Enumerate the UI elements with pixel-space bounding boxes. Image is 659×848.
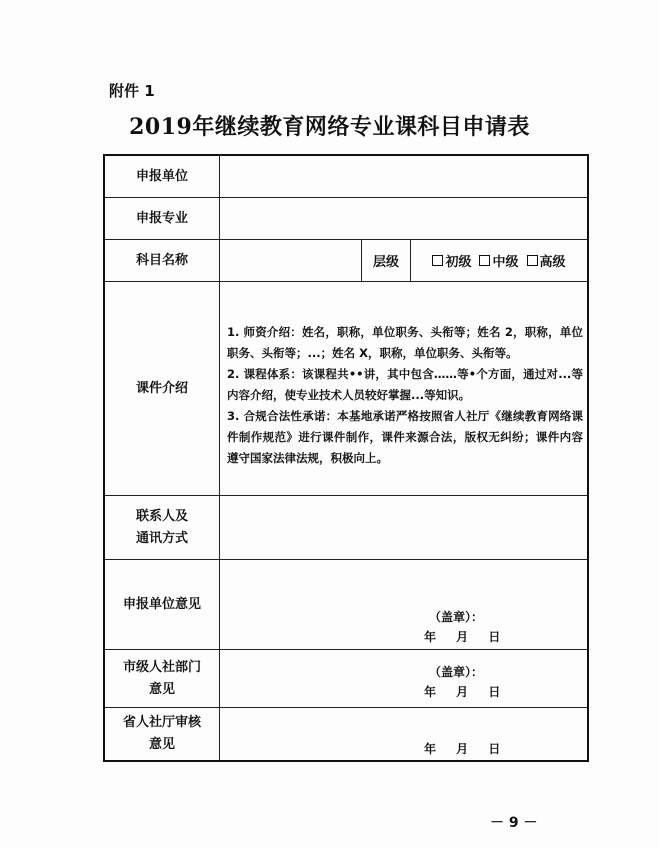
page-number: － 9 － [490, 815, 538, 831]
level-options [411, 240, 587, 281]
courseware-field[interactable] [219, 282, 587, 495]
row-major [105, 198, 587, 240]
province-opinion-field[interactable] [219, 708, 587, 760]
row-applicant-unit [105, 156, 587, 198]
row-unit-opinion [105, 560, 587, 650]
level-option-intermediate[interactable]: 中级 [479, 251, 518, 270]
unit-opinion-field[interactable] [219, 560, 587, 649]
contact-label: 联系人及 通讯方式 [105, 496, 220, 559]
city-date-text: 年 月 日 [424, 685, 501, 699]
form-title: 2019年继续教育网络专业课科目申请表 [129, 114, 530, 140]
subject-label: 科目名称 [105, 240, 220, 281]
contact-field[interactable] [219, 496, 587, 559]
courseware-label: 课件介绍 [105, 282, 220, 495]
city-opinion-label: 市级人社部门 意见 [105, 650, 220, 707]
level-label: 层级 [361, 240, 411, 281]
intro-line-teachers: 1. 师资介绍：姓名，职称，单位职务、头衔等；姓名 2，职称，单位职务、头衔等；...；姓名 X，职称，单位职务、头衔等。 [227, 325, 583, 360]
checkbox-icon [432, 255, 443, 266]
province-date-text: 年 月 日 [424, 742, 501, 756]
intro-line-course: 2. 课程体系：该课程共••讲，其中包含……等•个方面，通过对...等内容介绍，使专业技术人员较好掌握...等知识。 [227, 367, 583, 402]
applicant-unit-label: 申报单位 [105, 156, 220, 197]
level-option-junior[interactable]: 初级 [432, 251, 471, 270]
city-opinion-field[interactable] [219, 650, 587, 707]
major-field[interactable] [219, 198, 587, 239]
city-seal-text: （盖章）： [429, 665, 484, 679]
unit-date-text: 年 月 日 [424, 630, 501, 644]
level-option-senior[interactable]: 高级 [527, 251, 566, 270]
unit-opinion-label: 申报单位意见 [105, 560, 220, 649]
courseware-intro-text [227, 322, 583, 469]
major-label: 申报专业 [105, 198, 220, 239]
checkbox-icon [527, 255, 538, 266]
applicant-unit-field[interactable] [219, 156, 587, 197]
intro-line-compliance: 3. 合规合法性承诺：本基地承诺严格按照省人社厅《继续教育网络课件制作规范》进行课件制作，课件来源合法，版权无纠纷；课件内容遵守国家法律法规，积极向上。 [227, 409, 583, 465]
row-subject [105, 240, 587, 282]
attachment-label: 附件 1 [109, 82, 155, 100]
subject-field[interactable] [219, 240, 359, 281]
row-courseware [105, 282, 587, 496]
row-contact [105, 496, 587, 560]
checkbox-icon [479, 255, 490, 266]
application-form [103, 154, 589, 762]
province-opinion-label: 省人社厅审核 意见 [105, 708, 220, 760]
row-province-opinion [105, 708, 587, 760]
unit-seal-text: （盖章）： [429, 610, 484, 624]
row-city-opinion [105, 650, 587, 708]
